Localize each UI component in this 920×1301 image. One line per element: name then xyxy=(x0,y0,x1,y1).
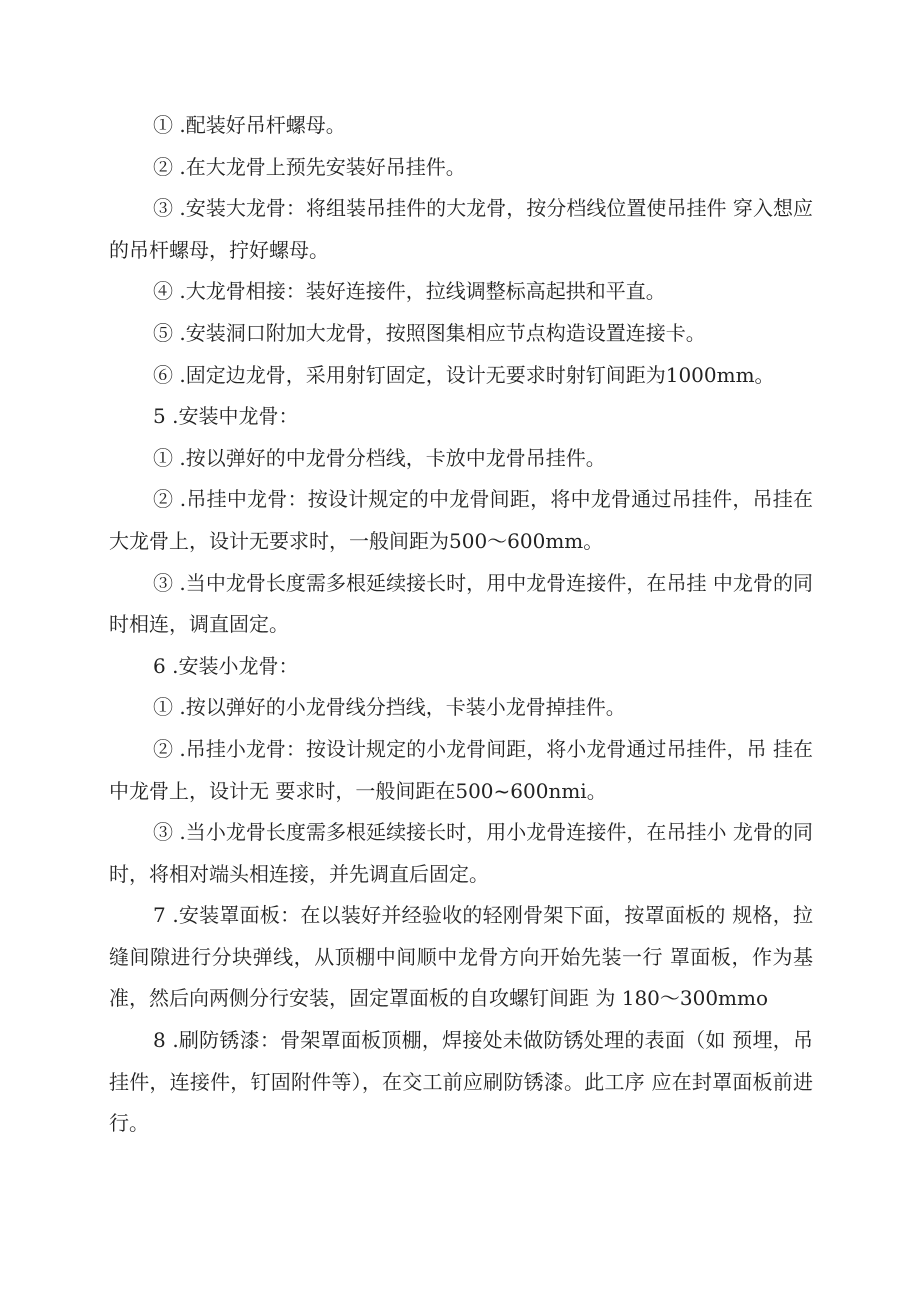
section-heading-small-keel: 6 .安装小龙骨： xyxy=(153,653,299,678)
paragraph-middle-keel-3: ③ .当中龙骨长度需多根延续接长时，用中龙骨连接件，在吊挂 中龙骨的同时相连，调直固定。 xyxy=(109,570,813,637)
section-anti-rust-paint: 8 .刷防锈漆：骨架罩面板顶棚，焊接处未做防锈处理的表面（如 预埋，吊挂件，连接件，钉固附件等），在交工前应刷防锈漆。此工序 应在封罩面板前进行。 xyxy=(109,1028,813,1136)
paragraph-small-keel-3: ③ .当小龙骨长度需多根延续接长时，用小龙骨连接件，在吊挂小 龙骨的同时，将相对端头相连接，并先调直后固定。 xyxy=(109,820,813,886)
paragraph-small-keel-2: ② .吊挂小龙骨：按设计规定的小龙骨间距，将小龙骨通过吊挂件，吊 挂在中龙骨上，设计无 要求时，一般间距在500~600nmi。 xyxy=(109,736,813,803)
paragraph-small-keel-1: ① .按以弹好的小龙骨线分挡线，卡装小龙骨掉挂件。 xyxy=(153,695,626,720)
paragraph-install-6: ⑥ .固定边龙骨，采用射钉固定，设计无要求时射钉间距为1000mm。 xyxy=(153,362,775,387)
document-body xyxy=(109,105,813,1145)
paragraph-install-1: ① .配装好吊杆螺母。 xyxy=(153,113,346,137)
paragraph-install-3: ③ .安装大龙骨：将组装吊挂件的大龙骨，按分档线位置使吊挂件 穿入想应的吊杆螺母，拧好螺母。 xyxy=(109,196,813,262)
paragraph-middle-keel-2: ② .吊挂中龙骨：按设计规定的中龙骨间距，将中龙骨通过吊挂件，吊挂在大龙骨上，设计无要求时，一般间距为500～600mm。 xyxy=(109,487,813,553)
section-heading-middle-keel: 5 .安装中龙骨： xyxy=(153,404,299,429)
paragraph-install-4: ④ .大龙骨相接：装好连接件，拉线调整标高起拱和平直。 xyxy=(153,279,666,304)
paragraph-install-5: ⑤ .安装洞口附加大龙骨，按照图集相应节点构造设置连接卡。 xyxy=(153,320,706,345)
paragraph-install-2: ② .在大龙骨上预先安装好吊挂件。 xyxy=(153,154,466,179)
section-cover-panel: 7 .安装罩面板：在以装好并经验收的轻刚骨架下面，按罩面板的 规格，拉缝间隙进行分块弹线，从顶棚中间顺中龙骨方向开始先装一行 罩面板，作为基准，然后向两侧分行安装，固定罩面板的自攻螺钉间距 为 180～300mmo xyxy=(109,903,813,1011)
paragraph-middle-keel-1: ① .按以弹好的中龙骨分档线，卡放中龙骨吊挂件。 xyxy=(153,445,606,470)
